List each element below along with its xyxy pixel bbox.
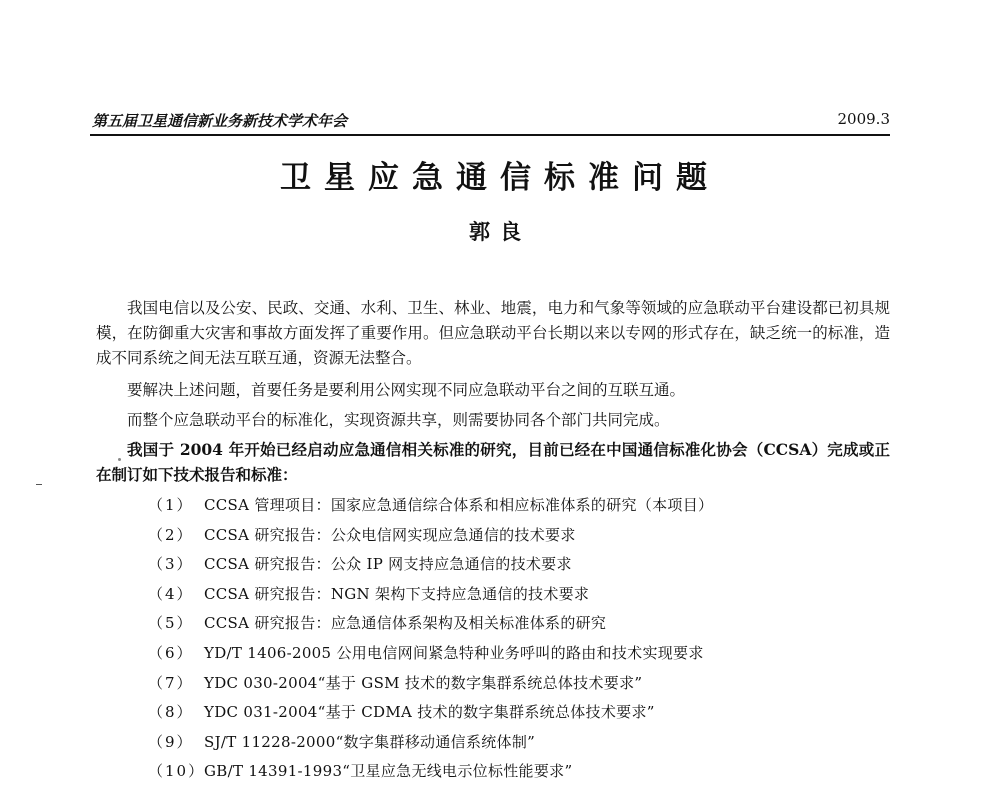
list-item-text: CCSA 管理项目：国家应急通信综合体系和相应标准体系的研究（本项目） bbox=[204, 496, 714, 514]
scan-mark bbox=[118, 458, 121, 461]
list-item-number: （3） bbox=[148, 555, 194, 574]
list-item-number: （8） bbox=[148, 703, 194, 722]
list-item bbox=[148, 609, 888, 639]
list-item-number: （5） bbox=[148, 614, 194, 633]
list-item-text: CCSA 研究报告：NGN 架构下支持应急通信的技术要求 bbox=[204, 584, 590, 603]
list-item-number: （9） bbox=[148, 732, 194, 751]
running-header bbox=[92, 108, 890, 134]
paragraph-standardization: 而整个应急联动平台的标准化，实现资源共享，则需要协同各个部门共同完成。 bbox=[127, 411, 670, 429]
list-item-text: YDC 030-2004“基于 GSM 技术的数字集群系统总体技术要求” bbox=[204, 673, 643, 692]
list-item-number: （4） bbox=[148, 584, 194, 603]
list-item bbox=[148, 580, 888, 610]
list-item bbox=[148, 550, 888, 580]
list-item bbox=[148, 728, 888, 758]
author-name: 郭良 bbox=[469, 219, 531, 244]
list-item bbox=[148, 757, 888, 787]
list-item-number: （2） bbox=[148, 525, 194, 544]
reference-list bbox=[148, 491, 888, 787]
list-item-number: （6） bbox=[148, 643, 194, 662]
publication-date: 2009.3 bbox=[837, 110, 890, 128]
list-item-text: CCSA 研究报告：公众 IP 网支持应急通信的技术要求 bbox=[204, 555, 572, 574]
list-item bbox=[148, 521, 888, 551]
list-item bbox=[148, 639, 888, 669]
paragraph-ccsa: 我国于 2004 年开始已经启动应急通信相关标准的研究，目前已经在中国通信标准化协会（CCSA）完成或正在制订如下技术报告和标准： bbox=[96, 440, 890, 484]
list-item-text: SJ/T 11228-2000“数字集群移动通信系统体制” bbox=[204, 732, 536, 751]
page-title: 卫星应急通信标准问题 bbox=[280, 160, 720, 196]
list-item-text: YD/T 1406-2005 公用电信网间紧急特种业务呼叫的路由和技术实现要求 bbox=[204, 643, 704, 662]
list-item-number: （1） bbox=[148, 496, 194, 514]
list-item-text: GB/T 14391-1993“卫星应急无线电示位标性能要求” bbox=[204, 762, 573, 781]
header-rule bbox=[90, 134, 890, 136]
paragraph-intro: 我国电信以及公安、民政、交通、水利、卫生、林业、地震，电力和气象等领域的应急联动平台建设都已初具规模，在防御重大灾害和事故方面发挥了重要作用。但应急联动平台长期以来以专网的形式存在，缺乏统一的标准，造成不同系统之间无法互联互通，资源无法整合。 bbox=[96, 299, 890, 367]
list-item-number: （10） bbox=[148, 762, 206, 781]
list-item-text: YDC 031-2004“基于 CDMA 技术的数字集群系统总体技术要求” bbox=[204, 703, 655, 722]
list-item bbox=[148, 669, 888, 699]
list-item-text: CCSA 研究报告：公众电信网实现应急通信的技术要求 bbox=[204, 525, 576, 544]
list-item-text: CCSA 研究报告：应急通信体系架构及相关标准体系的研究 bbox=[204, 614, 607, 633]
conference-name: 第五届卫星通信新业务新技术学术年会 bbox=[92, 112, 348, 130]
list-item-number: （7） bbox=[148, 673, 194, 692]
scan-dash bbox=[36, 484, 42, 485]
list-item bbox=[148, 698, 888, 728]
paragraph-task: 要解决上述问题，首要任务是要利用公网实现不同应急联动平台之间的互联互通。 bbox=[127, 381, 686, 399]
list-item bbox=[148, 491, 888, 521]
